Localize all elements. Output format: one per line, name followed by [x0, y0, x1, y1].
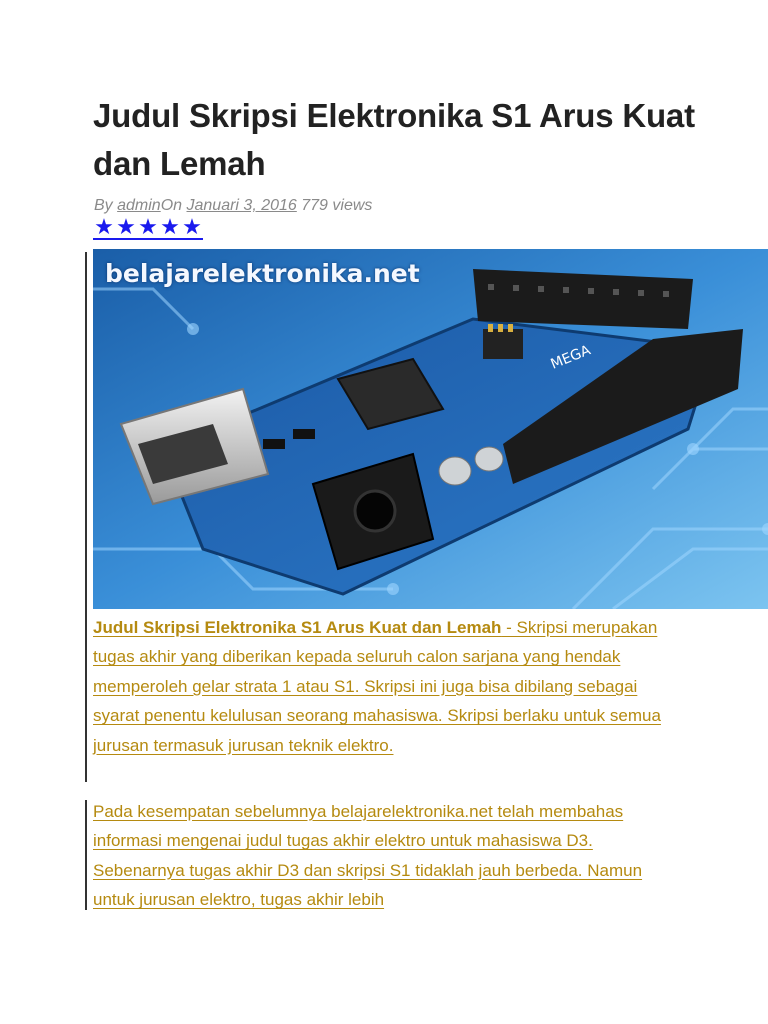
on-label: On	[160, 197, 187, 214]
author-link[interactable]: admin	[117, 197, 161, 214]
paragraph-intro[interactable]	[93, 613, 683, 760]
article-link-lead[interactable]: Judul Skripsi Elektronika S1 Arus Kuat dan Lemah	[93, 618, 502, 637]
blockquote-border	[85, 800, 87, 910]
star-icon[interactable]: ★	[94, 214, 114, 239]
date-link[interactable]: Januari 3, 2016	[186, 197, 297, 214]
star-icon[interactable]: ★	[160, 214, 180, 239]
star-icon[interactable]: ★	[116, 214, 136, 239]
by-label: By	[94, 197, 118, 214]
star-icon[interactable]: ★	[182, 214, 202, 239]
star-icon[interactable]: ★	[138, 214, 158, 239]
arduino-mega-image	[93, 249, 768, 609]
paragraph-second-text[interactable]: Pada kesempatan sebelumnya belajarelektronika.net telah membahas informasi mengenai judul tugas akhir elektro untuk mahasiswa D3. Sebenarnya tugas akhir D3 dan skripsi S1 tidaklah jauh berbeda. Namun untuk jurusan elektro, tugas akhir lebih	[93, 802, 643, 910]
paragraph-second[interactable]	[93, 797, 683, 915]
board-label: MEGA	[548, 342, 593, 373]
image-watermark: belajarelektronika.net	[105, 259, 420, 288]
star-rating[interactable]	[93, 216, 203, 240]
post-meta	[94, 197, 372, 215]
views-count: 779 views	[296, 197, 373, 214]
blockquote-border	[85, 252, 87, 782]
arduino-board-illustration	[93, 249, 768, 609]
article-title: Judul Skripsi Elektronika S1 Arus Kuat dan Lemah	[93, 97, 695, 182]
paragraph-intro-text[interactable]: - Skripsi merupakan tugas akhir yang diberikan kepada seluruh calon sarjana yang hendak memperoleh gelar strata 1 atau S1. Skripsi ini juga bisa dibilang sebagai syarat penentu kelulusan seorang mahasiswa. Skripsi berlaku untuk semua jurusan termasuk jurusan teknik elektro.	[93, 618, 661, 755]
